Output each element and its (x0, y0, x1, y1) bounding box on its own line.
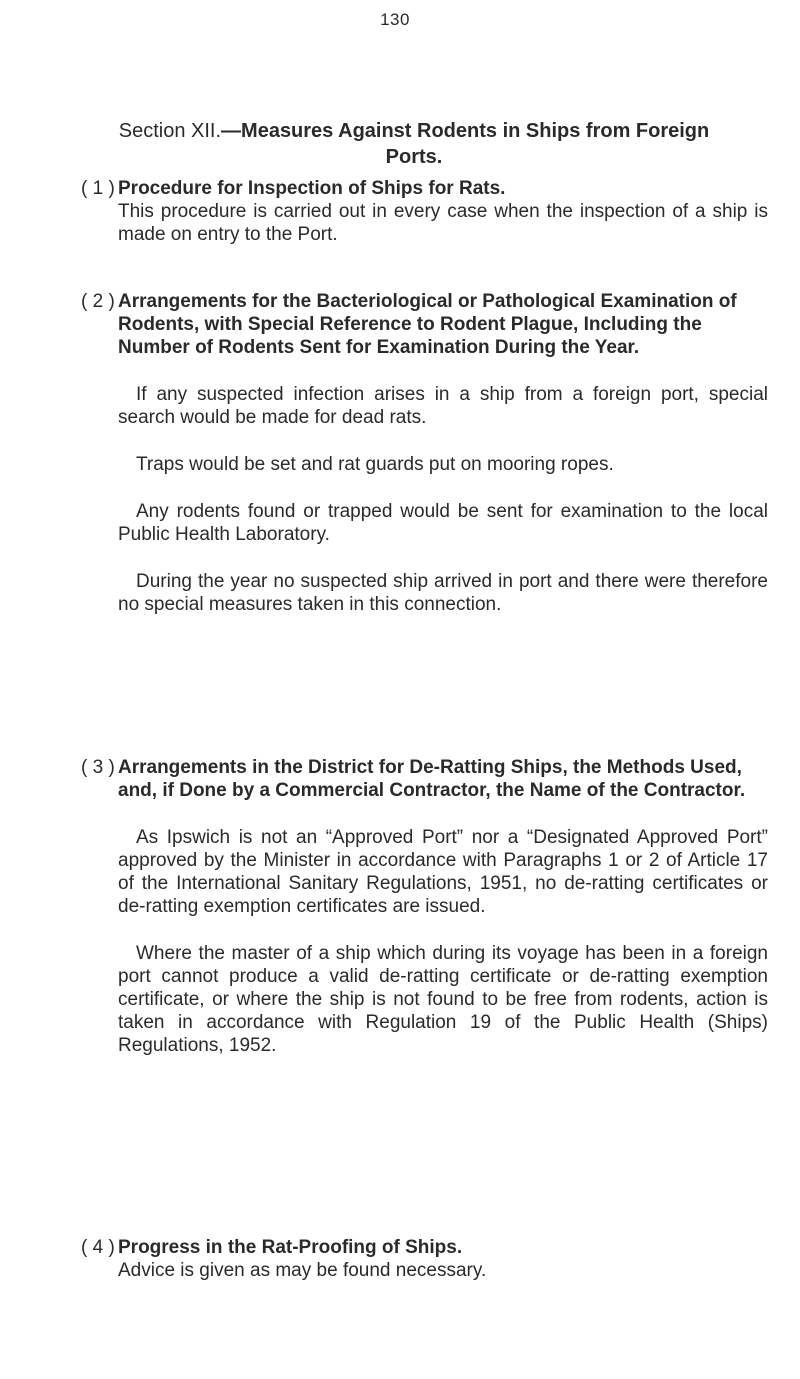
paragraph: Traps would be set and rat guards put on mooring ropes. (136, 454, 614, 475)
item-4 (81, 1236, 768, 1282)
item-heading (81, 1236, 768, 1259)
item-heading (81, 756, 768, 802)
item-2 (81, 290, 768, 616)
item-heading (81, 290, 768, 359)
paragraph: If any suspected infection arises in a ship from a foreign port, special search would be made for dead rats. (118, 384, 768, 428)
paragraph: During the year no suspected ship arrived in port and there were therefore no special measures taken in this connection. (118, 571, 768, 615)
paragraph: This procedure is carried out in every case when the inspection of a ship is made on entry to the Port. (118, 201, 768, 245)
item-number: ( 4 ) (81, 1237, 115, 1258)
item-heading-text: Arrangements for the Bacteriological or Pathological Examination of Rodents, with Special Reference to Rodent Plague, Including the Number of Rodents Sent for Examination During the Year. (118, 291, 737, 358)
item-number: ( 3 ) (81, 757, 115, 778)
page-number: 130 (380, 10, 410, 29)
section-heading: —Measures Against Rodents in Ships from Foreign Ports. (221, 120, 710, 168)
section-label: Section XII. (118, 120, 222, 142)
item-heading (81, 177, 768, 200)
paragraph: Advice is given as may be found necessary. (118, 1260, 487, 1281)
section-title (104, 118, 724, 170)
item-3 (81, 756, 768, 1057)
item-1 (81, 177, 768, 246)
paragraph: As Ipswich is not an “Approved Port” nor a “Designated Approved Port” approved by the Minister in accordance with Paragraphs 1 or 2 of Article 17 of the International Sanitary Regulations, 1951, no de-ratting certificates or de-ratting exemption certificates are issued. (118, 827, 768, 917)
item-number: ( 1 ) (81, 178, 115, 199)
item-heading-text: Progress in the Rat-Proofing of Ships. (118, 1237, 463, 1258)
item-number: ( 2 ) (81, 291, 115, 312)
paragraph: Where the master of a ship which during its voyage has been in a foreign port cannot produce a valid de-ratting certificate or de-ratting exemption certificate, or where the ship is not found to be free from rodents, action is taken in accordance with Regulation 19 of the Public Health (Ships) Regulations, 1952. (118, 943, 768, 1056)
item-heading-text: Procedure for Inspection of Ships for Rats. (118, 178, 506, 199)
item-heading-text: Arrangements in the District for De-Ratting Ships, the Methods Used, and, if Done by a Commercial Contractor, the Name of the Contractor. (118, 757, 746, 801)
paragraph: Any rodents found or trapped would be sent for examination to the local Public Health Laboratory. (118, 501, 768, 545)
